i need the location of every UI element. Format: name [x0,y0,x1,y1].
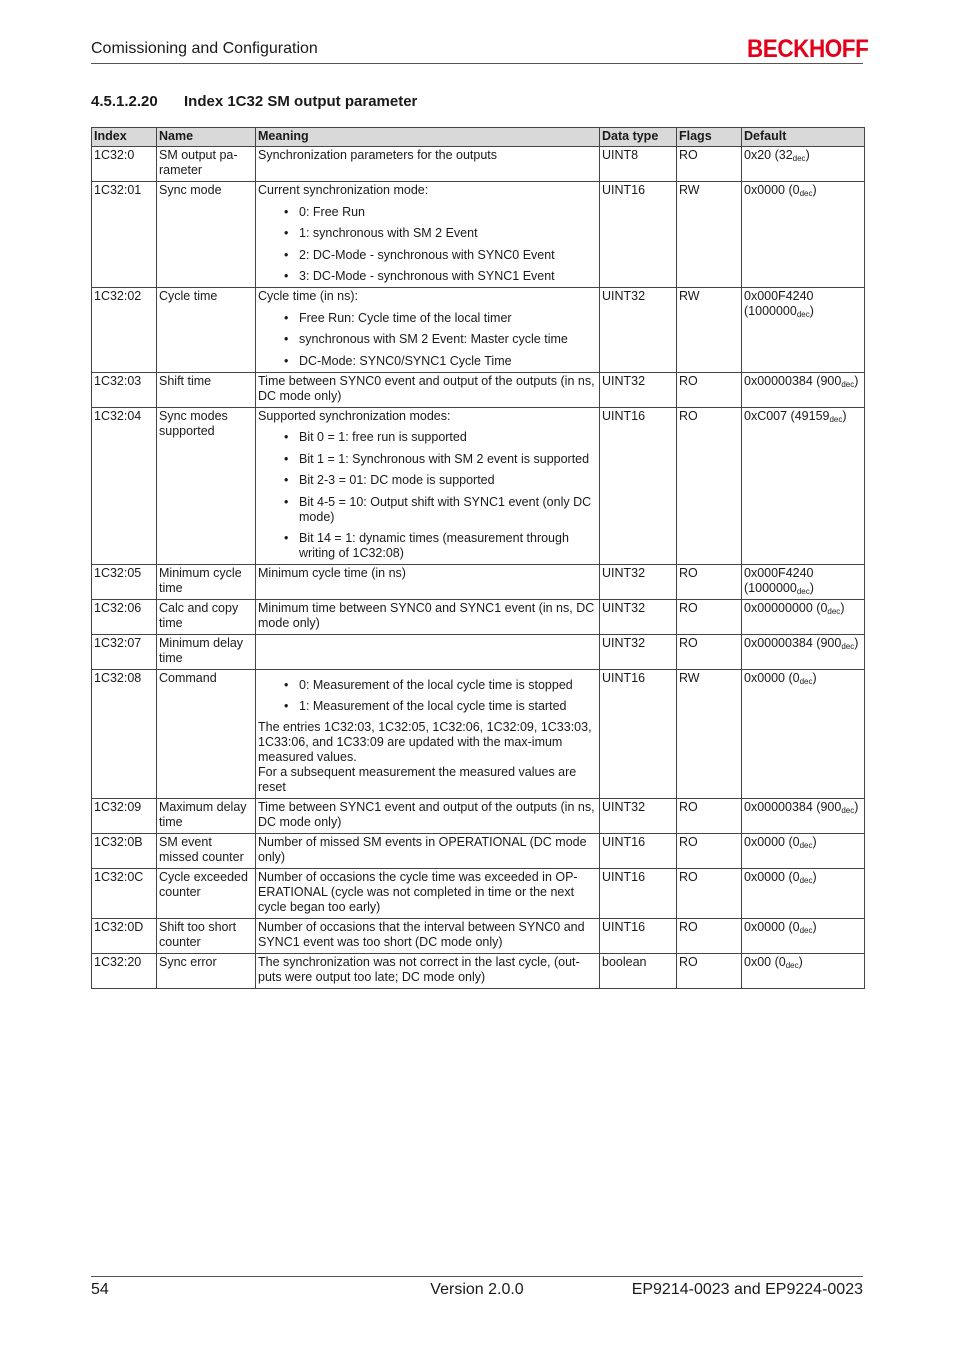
meaning-text: Supported synchronization modes: [258,408,451,423]
table-row [92,288,865,373]
col-header-index: Index [92,128,157,147]
cell-data-type: UINT16 [600,919,677,954]
col-header-flags: Flags [677,128,742,147]
bullet-item: • Bit 1 = 1: Synchronous with SM 2 event is supported [258,452,597,467]
cell-data-type: UINT32 [600,600,677,635]
cell-default: 0x0000 $(0_{dec})$ [742,670,865,799]
bullet-item: • 0: Free Run [258,205,597,220]
table-row [92,670,865,799]
cell-name: Cycle exceeded counter [157,869,256,919]
cell-default: 0x00 $(0_{dec})$ [742,954,865,989]
meaning-text: Current synchronization mode: [258,183,429,197]
cell-default: 0x000F4240 $(1000000_{dec})$ [742,288,865,373]
cell-flags: RW [677,288,742,373]
cell-default: 0x0000 $(0_{dec})$ [742,869,865,919]
table-row [92,635,865,670]
cell-name: Sync modes supported [157,407,256,565]
cell-data-type: UINT32 [600,565,677,600]
bullet-item: • Free Run: Cycle time of the local timer [258,311,597,326]
cell-index: 1C32:0C [92,869,157,919]
cell-data-type: boolean [600,954,677,989]
cell-name: Sync mode [157,182,256,288]
cell-name: Shift time [157,372,256,407]
cell-flags: RW [677,182,742,288]
bullet-item: • synchronous with SM 2 Event: Master cycle time [258,332,597,347]
cell-name: Sync error [157,954,256,989]
cell-meaning [256,182,600,288]
cell-index: 1C32:07 [92,635,157,670]
table-row [92,182,865,288]
product-name: EP9214-0023 and EP9224-0023 [631,1281,863,1298]
bullet-item: • 2: DC-Mode - synchronous with SYNC0 Event [258,248,597,263]
cell-flags: RO [677,799,742,834]
cell-meaning [256,635,600,670]
header-divider [91,63,863,64]
bullet-item: • Bit 14 = 1: dynamic times (measurement through writing of 1C32:08) [258,531,597,561]
bullet-item: • 1: synchronous with SM 2 Event [258,226,597,241]
col-header-default: Default [742,128,865,147]
col-header-data-type: Data type [600,128,677,147]
cell-index: 1C32:01 [92,182,157,288]
cell-flags: RO [677,635,742,670]
meaning-note: For a subsequent measurement the measured values are reset [258,765,577,794]
cell-name: Minimum delay time [157,635,256,670]
section-heading [91,93,417,110]
table-row [92,407,865,565]
table-row [92,954,865,989]
cell-meaning: Synchronization parameters for the outputs [256,147,600,182]
cell-index: 1C32:0 [92,147,157,182]
cell-name: Maximum delay time [157,799,256,834]
cell-meaning: Time between SYNC0 event and output of the outputs (in ns, DC mode only) [256,372,600,407]
cell-index: 1C32:03 [92,372,157,407]
table-row [92,600,865,635]
cell-data-type: UINT8 [600,147,677,182]
cell-meaning [256,407,600,565]
cell-flags: RO [677,954,742,989]
cell-meaning: Time between SYNC1 event and output of the outputs (in ns, DC mode only) [256,799,600,834]
cell-index: 1C32:09 [92,799,157,834]
section-title: Index 1C32 SM output parameter [184,93,418,110]
cell-data-type: UINT16 [600,834,677,869]
col-header-name: Name [157,128,256,147]
cell-data-type: UINT16 [600,182,677,288]
cell-default: 0xC007 $(49159_{dec})$ [742,407,865,565]
cell-data-type: UINT32 [600,799,677,834]
bullet-item: • Bit 4-5 = 10: Output shift with SYNC1 event (only DC mode) [258,495,597,525]
bullet-list [258,678,597,715]
cell-data-type: UINT32 [600,288,677,373]
bullet-item: • 0: Measurement of the local cycle time is stopped [258,678,597,693]
cell-data-type: UINT16 [600,869,677,919]
bullet-list [258,311,597,369]
table-row [92,147,865,182]
cell-data-type: UINT32 [600,372,677,407]
cell-meaning [256,288,600,373]
cell-flags: RO [677,869,742,919]
cell-index: 1C32:20 [92,954,157,989]
cell-default: 0x00000384 $(900_{dec})$ [742,635,865,670]
meaning-text: Cycle time (in ns): [258,289,359,303]
cell-flags: RO [677,600,742,635]
bullet-item: • 3: DC-Mode - synchronous with SYNC1 Event [258,269,597,284]
cell-flags: RO [677,147,742,182]
cell-meaning: Number of occasions that the interval between SYNC0 and SYNC1 event was too short (DC mode only) [256,919,600,954]
cell-index: 1C32:08 [92,670,157,799]
bullet-list [258,430,597,561]
cell-default: 0x00000384 $(900_{dec})$ [742,799,865,834]
beckhoff-logo: BECKHOFF [747,35,869,63]
cell-meaning: Minimum time between SYNC0 and SYNC1 event (in ns, DC mode only) [256,600,600,635]
cell-flags: RO [677,834,742,869]
cell-index: 1C32:06 [92,600,157,635]
bullet-item: • DC-Mode: SYNC0/SYNC1 Cycle Time [258,354,597,369]
meaning-note: The entries 1C32:03, 1C32:05, 1C32:06, 1C32:09, 1C33:03, 1C33:06, and 1C33:09 are updated with the max-imum measured values. [258,720,592,764]
cell-index: 1C32:0D [92,919,157,954]
cell-default: 0x0000 $(0_{dec})$ [742,919,865,954]
cell-name: SM output pa-rameter [157,147,256,182]
cell-name: Calc and copy time [157,600,256,635]
table-row [92,834,865,869]
cell-default: 0x00000000 $(0_{dec})$ [742,600,865,635]
cell-name: SM event missed counter [157,834,256,869]
section-number: 4.5.1.2.20 [91,93,158,110]
cell-flags: RW [677,670,742,799]
table-header-row [92,128,865,147]
cell-meaning: Number of missed SM events in OPERATIONAL (DC mode only) [256,834,600,869]
cell-flags: RO [677,565,742,600]
table-row [92,565,865,600]
bullet-list [258,205,597,285]
cell-meaning: Minimum cycle time (in ns) [256,565,600,600]
cell-meaning: The synchronization was not correct in the last cycle, (out-puts were output too late; DC mode only) [256,954,600,989]
bullet-item: • Bit 0 = 1: free run is supported [258,430,597,445]
cell-flags: RO [677,919,742,954]
cell-index: 1C32:0B [92,834,157,869]
cell-default: 0x20 $(32_{dec})$ [742,147,865,182]
table-row [92,372,865,407]
running-header: Comissioning and Configuration [91,40,318,57]
cell-flags: RO [677,372,742,407]
cell-default: 0x000F4240 $(1000000_{dec})$ [742,565,865,600]
footer-divider [91,1276,863,1277]
document-version: Version 2.0.0 [430,1281,524,1298]
page-number: 54 [91,1281,109,1298]
cell-default: 0x0000 $(0_{dec})$ [742,834,865,869]
bullet-item: • 1: Measurement of the local cycle time is started [258,699,597,714]
cell-name: Minimum cycle time [157,565,256,600]
table-row [92,799,865,834]
bullet-item: • Bit 2-3 = 01: DC mode is supported [258,473,597,488]
cell-name: Cycle time [157,288,256,373]
parameter-table [91,127,865,989]
cell-default: 0x00000384 $(900_{dec})$ [742,372,865,407]
cell-index: 1C32:05 [92,565,157,600]
cell-index: 1C32:02 [92,288,157,373]
table-row [92,919,865,954]
cell-index: 1C32:04 [92,407,157,565]
col-header-meaning: Meaning [256,128,600,147]
cell-flags: RO [677,407,742,565]
cell-data-type: UINT32 [600,635,677,670]
cell-name: Command [157,670,256,799]
cell-data-type: UINT16 [600,670,677,799]
cell-default: 0x0000 $(0_{dec})$ [742,182,865,288]
cell-meaning [256,670,600,799]
table-row [92,869,865,919]
cell-name: Shift too short counter [157,919,256,954]
cell-data-type: UINT16 [600,407,677,565]
cell-meaning: Number of occasions the cycle time was exceeded in OP-ERATIONAL (cycle was not completed in time or the next cycle began too early) [256,869,600,919]
